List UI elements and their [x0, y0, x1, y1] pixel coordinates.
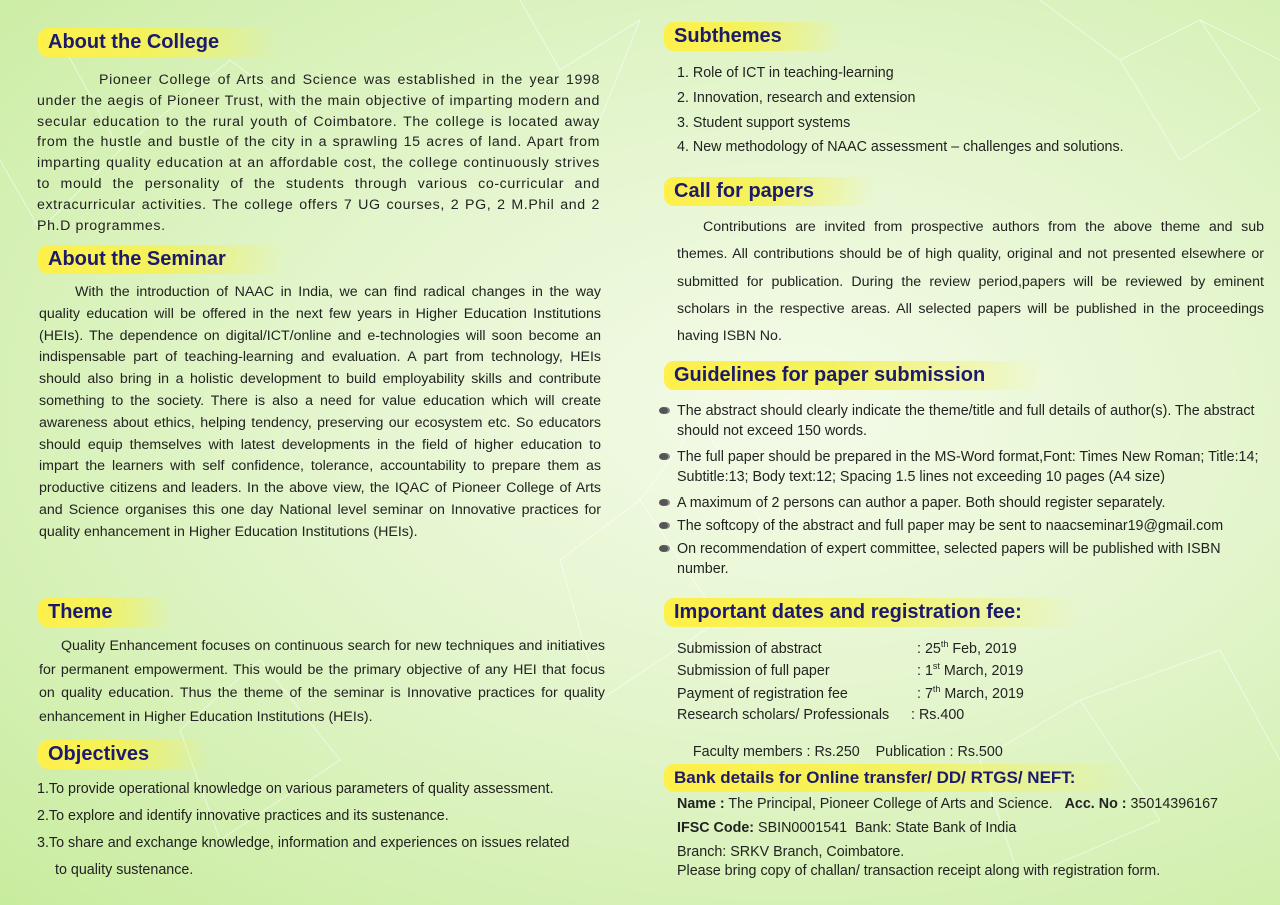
objective-item: 2.To explore and identify innovative practices and its sustenance.	[37, 808, 449, 824]
date-row-full-paper: Submission of full paper : 1st March, 2019	[677, 661, 1024, 680]
dates-table	[677, 639, 1024, 760]
subtheme-item: 4. New methodology of NAAC assessment – challenges and solutions.	[677, 139, 1124, 156]
date-row-payment: Payment of registration fee : 7th March, 2019	[677, 684, 1024, 702]
subthemes-list	[677, 61, 1257, 160]
fee-row-research: Research scholars/ Professionals : Rs.400	[677, 706, 965, 723]
guideline-item: The softcopy of the abstract and full paper may be sent to naacseminar19@gmail.com	[659, 516, 1271, 536]
guideline-item: The abstract should clearly indicate the theme/title and full details of author(s). The abstract should not exceed 150 words.	[659, 401, 1271, 441]
bank-ifsc-row: IFSC Code: SBIN0001541 Bank: State Bank of India	[677, 820, 1017, 836]
bank-branch: Branch: SRKV Branch, Coimbatore.	[677, 844, 905, 860]
objectives-list	[37, 776, 617, 884]
subthemes-heading: Subthemes	[664, 22, 842, 51]
bullet-icon	[659, 499, 668, 506]
dates-heading: Important dates and registration fee:	[664, 598, 1082, 627]
date-row-abstract: Submission of abstract : 25th Feb, 2019	[677, 639, 1017, 657]
bullet-icon	[659, 522, 668, 529]
call-for-papers-text: Contributions are invited from prospective authors from the above theme and sub themes. All contributions should be of high quality, original and not presented elsewhere or submitted for publication. During the review period,papers will be reviewed by eminent scholars in the respective areas. All selected papers will be published in the proceedings having ISBN No.	[677, 219, 1264, 345]
call-for-papers-heading: Call for papers	[664, 177, 874, 206]
guideline-item: A maximum of 2 persons can author a paper. Both should register separately.	[659, 493, 1271, 513]
bank-heading: Bank details for Online transfer/ DD/ RTGS/ NEFT:	[664, 764, 1135, 792]
bullet-icon	[659, 407, 668, 414]
objective-item: 1.To provide operational knowledge on various parameters of quality assessment.	[37, 781, 554, 797]
subtheme-item: 1. Role of ICT in teaching-learning	[677, 65, 894, 81]
about-college-text: Pioneer College of Arts and Science was established in the year 1998 under the aegis of Pioneer Trust, with the main objective of imparting modern and secular education to the rural youth of Coimbatore. The college is located away from the hustle and bustle of the city in a sprawling 15 acres of land. Apart from imparting quality education at an affordable cost, the college continuously strives to mould the personality of the students through various co-curricular and extracurricular activities. The college offers 7 UG courses, 2 PG, 2 M.Phil and 2 Ph.D programmes.	[37, 72, 600, 234]
objectives-heading: Objectives	[38, 740, 209, 769]
about-seminar-text: With the introduction of NAAC in India, we can find radical changes in the way quality education will be offered in the next few years in Higher Education Institutions (HEIs). The dependence on digital/ICT/online and e-technologies will soon become an indispensable part of teaching-learning and evaluation. A part from technology, HEIs should also bring in a holistic development to build employability skills and contribute something to the society. There is also a need for value education which will create awareness about ethics, helping tendency, preserving our ecosystem etc. So educators should equip themselves with latest developments in the field of higher education to impart the learners with self confidence, tolerance, accountability to prepare them as productive citizens and leaders. In the above view, the IQAC of Pioneer College of Arts and Science organises this one day National level seminar on Innovative practices for quality enhancement in Higher Education Institutions (HEIs).	[39, 284, 601, 540]
guidelines-list	[659, 401, 1271, 585]
guideline-item: The full paper should be prepared in the MS-Word format,Font: Times New Roman; Title:14; Subtitle:13; Body text:12; Spacing 1.5 lines not exceeding 10 pages (A4 size)	[659, 447, 1271, 487]
subtheme-item: 2. Innovation, research and extension	[677, 89, 916, 106]
bank-name-row: Name : The Principal, Pioneer College of Arts and Science. Acc. No : 35014396167	[677, 796, 1218, 812]
guideline-item: On recommendation of expert committee, selected papers will be published with ISBN number.	[659, 539, 1271, 579]
subtheme-item: 3. Student support systems	[677, 114, 851, 131]
bank-details	[677, 792, 1277, 881]
about-seminar-heading: About the Seminar	[38, 245, 286, 274]
about-college-heading: About the College	[38, 28, 279, 57]
bullet-icon	[659, 545, 668, 552]
bank-note: Please bring copy of challan/ transaction receipt along with registration form.	[677, 863, 1161, 879]
bullet-icon	[659, 453, 668, 460]
theme-text: Quality Enhancement focuses on continuous search for new techniques and initiatives for permanent empowerment. This would be the primary objective of any HEI that focus on quality education. Thus the theme of the seminar is Innovative practices for quality enhancement in Higher Education Institutions (HEIs).	[39, 638, 605, 725]
theme-heading: Theme	[38, 598, 172, 627]
fee-row-faculty: Faculty members : Rs.250 Publication : Rs.500	[692, 743, 1003, 760]
objective-item: 3.To share and exchange knowledge, information and experiences on issues related	[37, 835, 570, 851]
objective-item: to quality sustenance.	[55, 862, 194, 878]
guidelines-heading: Guidelines for paper submission	[664, 361, 1045, 390]
